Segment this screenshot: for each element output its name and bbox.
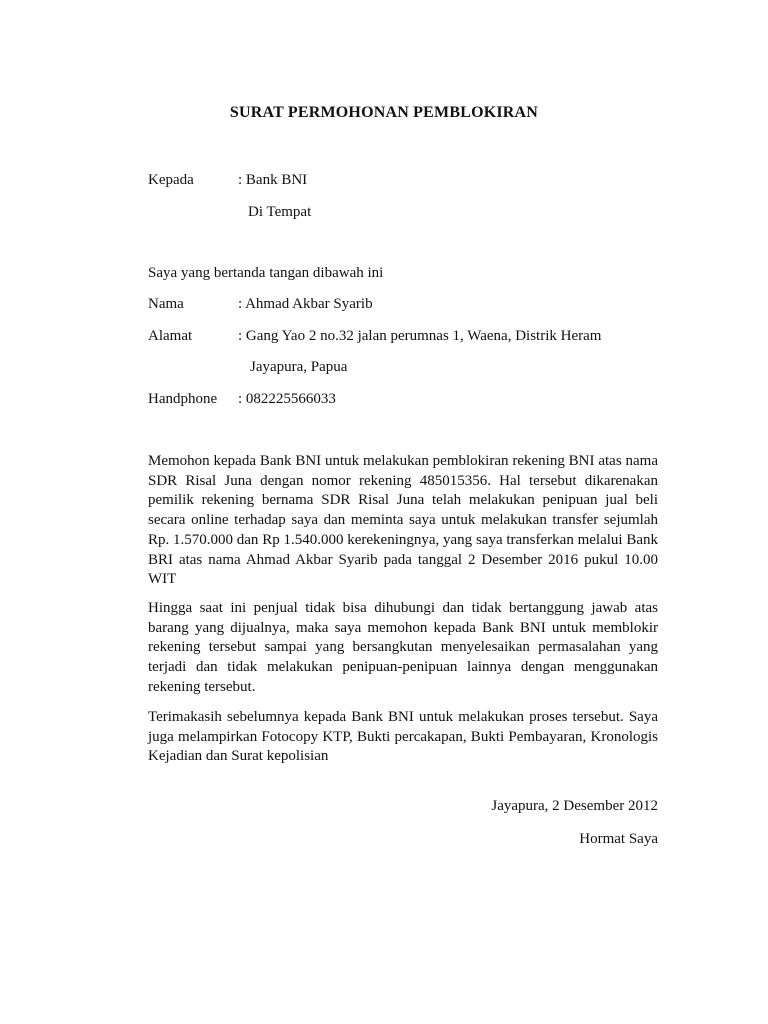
address-value: : Gang Yao 2 no.32 jalan perumnas 1, Waena, Distrik Heram [238,328,602,344]
paragraph-request: Memohon kepada Bank BNI untuk melakukan pemblokiran rekening BNI atas nama SDR Risal Juna dengan nomor rekening 485015356. Hal tersebut dikarenakan pemilik rekening bernama SDR Risal Juna telah melakukan penipuan jual beli secara online terhadap saya dan meminta saya untuk melakukan transfer sejumlah Rp. 1.570.000 dan Rp 1.540.000 kerekeningnya, yang saya transferkan melalui Bank BRI atas nama Ahmad Akbar Syarib pada tanggal 2 Desember 2016 pukul 10.00 WIT [148,453,658,588]
recipient-row [148,171,307,189]
page-title: SURAT PERMOHONAN PEMBLOKIRAN [229,104,539,121]
address-line2: Jayapura, Papua [250,359,348,375]
recipient-value: : Bank BNI [238,172,308,188]
phone-value: : 082225566033 [238,391,336,407]
paragraph-thanks: Terimakasih sebelumnya kepada Bank BNI untuk melakukan proses tersebut. Saya juga melampirkan Fotocopy KTP, Bukti percakapan, Bukti Pembayaran, Kronologis Kejadian dan Surat kepolisian [148,709,658,765]
address-label: Alamat [148,328,193,344]
name-value: : Ahmad Akbar Syarib [238,296,373,312]
phone-row [148,390,336,408]
place-date: Jayapura, 2 Desember 2012 [491,798,658,814]
phone-label: Handphone [148,391,218,407]
closing: Hormat Saya [579,831,658,847]
recipient-location: Di Tempat [248,204,312,220]
paragraph-reason: Hingga saat ini penjual tidak bisa dihubungi dan tidak bertanggung jawab atas barang yang dijualnya, maka saya memohon kepada Bank BNI untuk memblokir rekening tersebut sampai yang bersangkutan menyelesaikan permasalahan yang terjadi dan tidak melakukan penipuan-penipuan lainnya dengan menggunakan rekening tersebut. [148,600,658,695]
address-row [148,327,601,345]
intro-text: Saya yang bertanda tangan dibawah ini [148,265,384,281]
name-row [148,295,373,313]
name-label: Nama [148,296,184,312]
recipient-label: Kepada [148,172,194,188]
